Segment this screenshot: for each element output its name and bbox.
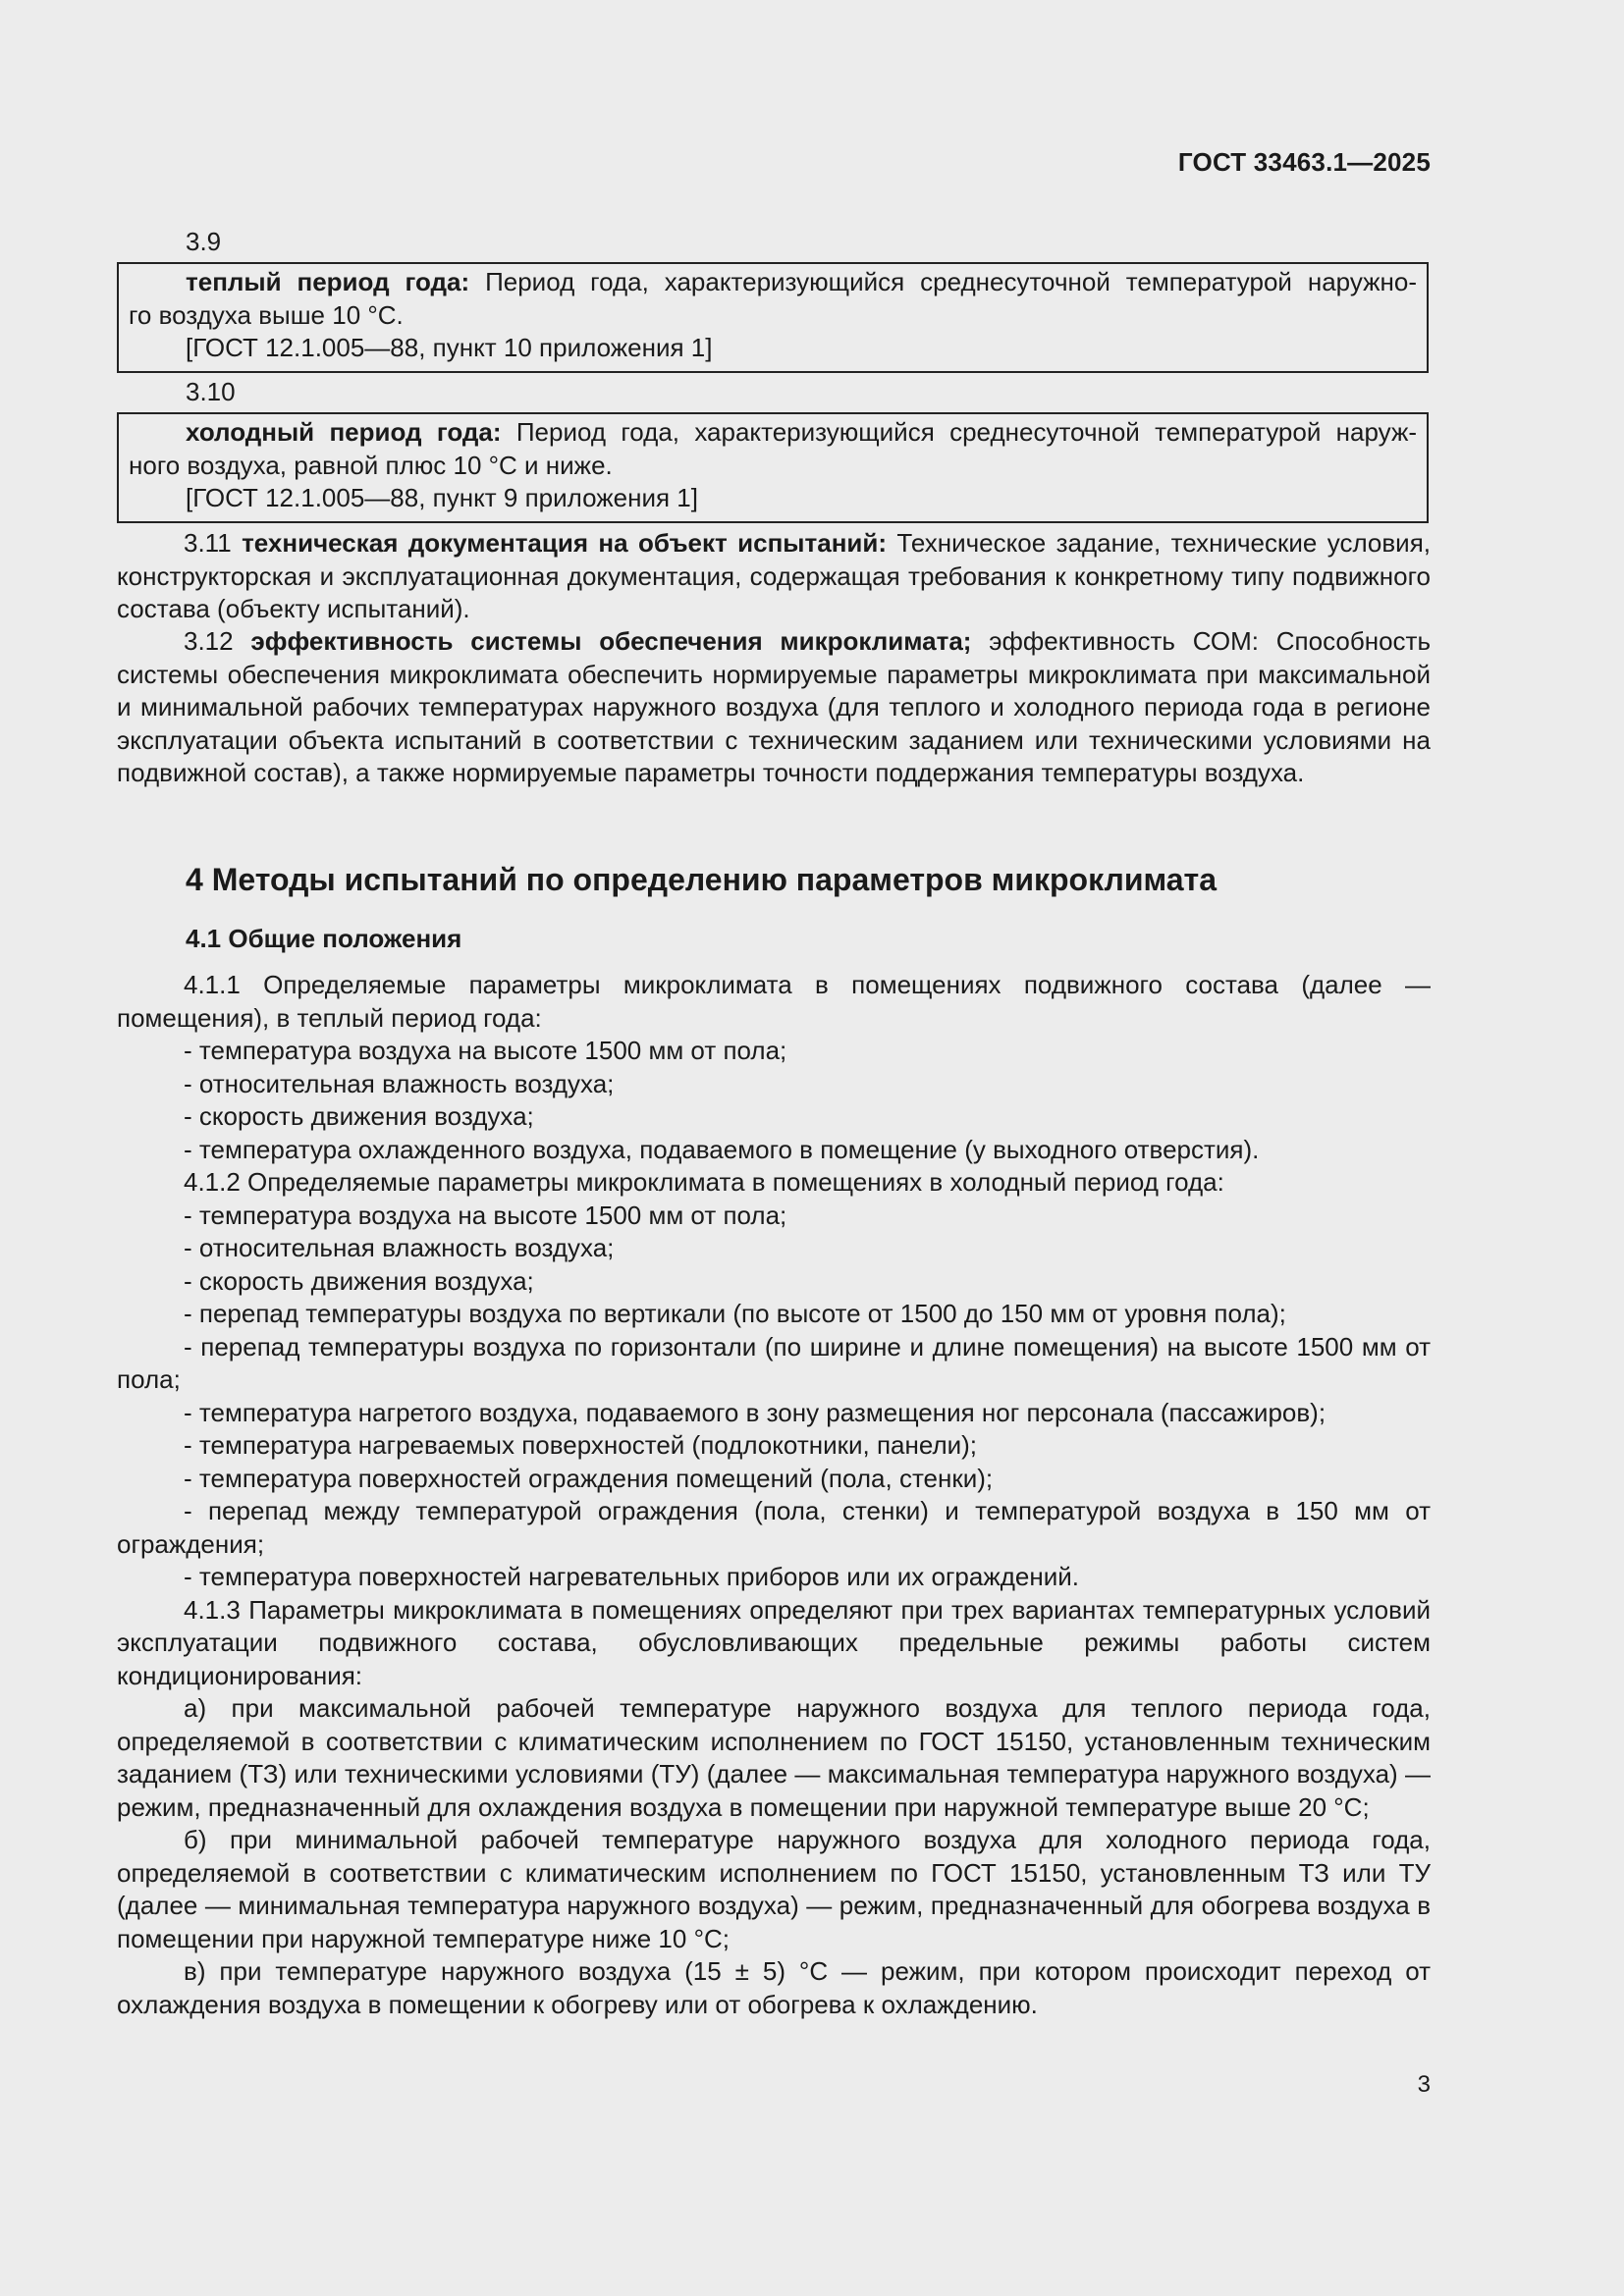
term-3-9-reference: [ГОСТ 12.1.005—88, пункт 10 приложения 1] [186, 333, 713, 362]
para-4-1-3: 4.1.3 Параметры микроклимата в помещениях определяют при трех вариантах температурных условий эксплуатации подвижного состава, обусловливающих предельные режимы работы систем кондиционирования: [117, 1594, 1431, 1690]
term-3-11-number: 3.11 [184, 528, 243, 558]
term-box-3-10 [117, 412, 1429, 523]
term-3-9-def-1: Период года, характеризующийся среднесуточной температурой наружно- [469, 267, 1417, 296]
term-3-10-def-2: ного воздуха, равной плюс 10 °С и ниже. [129, 450, 613, 480]
item-c: в) при температуре наружного воздуха (15 ± 5) °С — режим, при котором происходит переход от охлаждения воздуха в помещении к обогреву или от обогрева к охлаждению. [117, 1956, 1431, 2019]
list-item: - температура воздуха на высоте 1500 мм от пола; [184, 1200, 787, 1230]
list-item: - температура поверхностей ограждения помещений (пола, стенки); [184, 1463, 994, 1493]
list-item: - перепад температуры воздуха по горизонтали (по ширине и длине помещения) на высоте 1500 мм от пола; [117, 1331, 1431, 1394]
term-3-11-paragraph [117, 527, 1431, 626]
para-4-1-2: 4.1.2 Определяемые параметры микроклимата в помещениях в холодный период года: [184, 1167, 1224, 1197]
list-item: - температура воздуха на высоте 1500 мм от пола; [184, 1036, 787, 1065]
page-number: 3 [1417, 2071, 1431, 2098]
term-3-10-line1 [129, 416, 1417, 450]
section-4-body [117, 969, 1431, 2021]
list-item: - температура поверхностей нагревательных приборов или их ограждений. [184, 1562, 1080, 1591]
list-item: - температура охлажденного воздуха, подаваемого в помещение (у выходного отверстия). [184, 1134, 1260, 1164]
term-3-10-def-1: Период года, характеризующийся среднесуточной температурой наруж- [501, 417, 1417, 447]
list-item: - скорость движения воздуха; [184, 1265, 534, 1296]
para-4-1-1: 4.1.1 Определяемые параметры микроклимата в помещениях подвижного состава (далее — помещения), в теплый период года: [117, 970, 1431, 1033]
list-item: - температура нагреваемых поверхностей (подлокотники, панели); [184, 1430, 978, 1460]
term-3-12-number: 3.12 [184, 626, 251, 656]
item-b: б) при минимальной рабочей температуре наружного воздуха для холодного периода года, определяемой в соответствии с климатическим исполнением по ГОСТ 15150, установленным ТЗ или ТУ (далее — минимальная температура наружного воздуха) — режим, предназначенный для обогрева воздуха в помещении при наружной температуре ниже 10 °С; [117, 1825, 1431, 1953]
term-3-10-reference: [ГОСТ 12.1.005—88, пункт 9 приложения 1] [186, 483, 698, 512]
term-3-11-def: Техническое задание, технические условия, конструкторская и эксплуатационная документация, содержащая требования к конкретному типу подвижного состава (объекту испытаний). [117, 528, 1432, 623]
list-item: - относительная влажность воздуха; [184, 1068, 615, 1098]
term-3-11 [117, 527, 1431, 626]
term-3-11-title: техническая документация на объект испытаний: [242, 528, 888, 558]
term-3-12 [117, 625, 1431, 790]
term-number-3-9: 3.9 [186, 227, 222, 256]
term-3-12-paragraph [117, 625, 1431, 790]
list-item: - перепад температуры воздуха по вертикали (по высоте от 1500 до 150 мм от уровня пола); [184, 1299, 1286, 1328]
list-item: - перепад между температурой ограждения (пола, стенки) и температурой воздуха в 150 мм от ограждения; [117, 1496, 1431, 1559]
term-3-10-title: холодный период года: [186, 417, 502, 447]
term-number-3-10: 3.10 [186, 377, 236, 406]
document-id-header: ГОСТ 33463.1—2025 [1177, 147, 1431, 177]
term-3-9-def-2: го воздуха выше 10 °С. [129, 299, 404, 330]
list-item: - относительная влажность воздуха; [184, 1233, 615, 1262]
term-3-12-title: эффективность системы обеспечения микроклимата; [250, 626, 972, 656]
item-a: а) при максимальной рабочей температуре наружного воздуха для теплого периода года, определяемой в соответствии с климатическим исполнением по ГОСТ 15150, установленным техническим заданием (ТЗ) или техническими условиями (ТУ) (далее — максимальная температура наружного воздуха) — режим, предназначенный для охлаждения воздуха в помещении при наружной температуре выше 20 °С; [117, 1693, 1431, 1822]
term-3-9-title: теплый период года: [186, 267, 470, 296]
term-3-9-line1 [129, 266, 1417, 299]
list-item: - скорость движения воздуха; [184, 1101, 534, 1131]
subsection-4-1-heading: 4.1 Общие положения [186, 924, 462, 953]
section-4-heading: 4 Методы испытаний по определению параметров микроклимата [186, 862, 1218, 897]
term-3-12-def: эффективность СОМ: Способность системы обеспечения микроклимата обеспечить нормируемые параметры микроклимата при максимальной и минимальной рабочих температурах наружного воздуха (для теплого и холодного периода года в регионе эксплуатации объекта испытаний в соответствии с техническим заданием или техническими условиями на подвижной состав), а также нормируемые параметры точности поддержания температуры воздуха. [117, 626, 1432, 787]
term-box-3-9 [117, 262, 1429, 373]
list-item: - температура нагретого воздуха, подаваемого в зону размещения ног персонала (пассажиров); [184, 1397, 1326, 1427]
